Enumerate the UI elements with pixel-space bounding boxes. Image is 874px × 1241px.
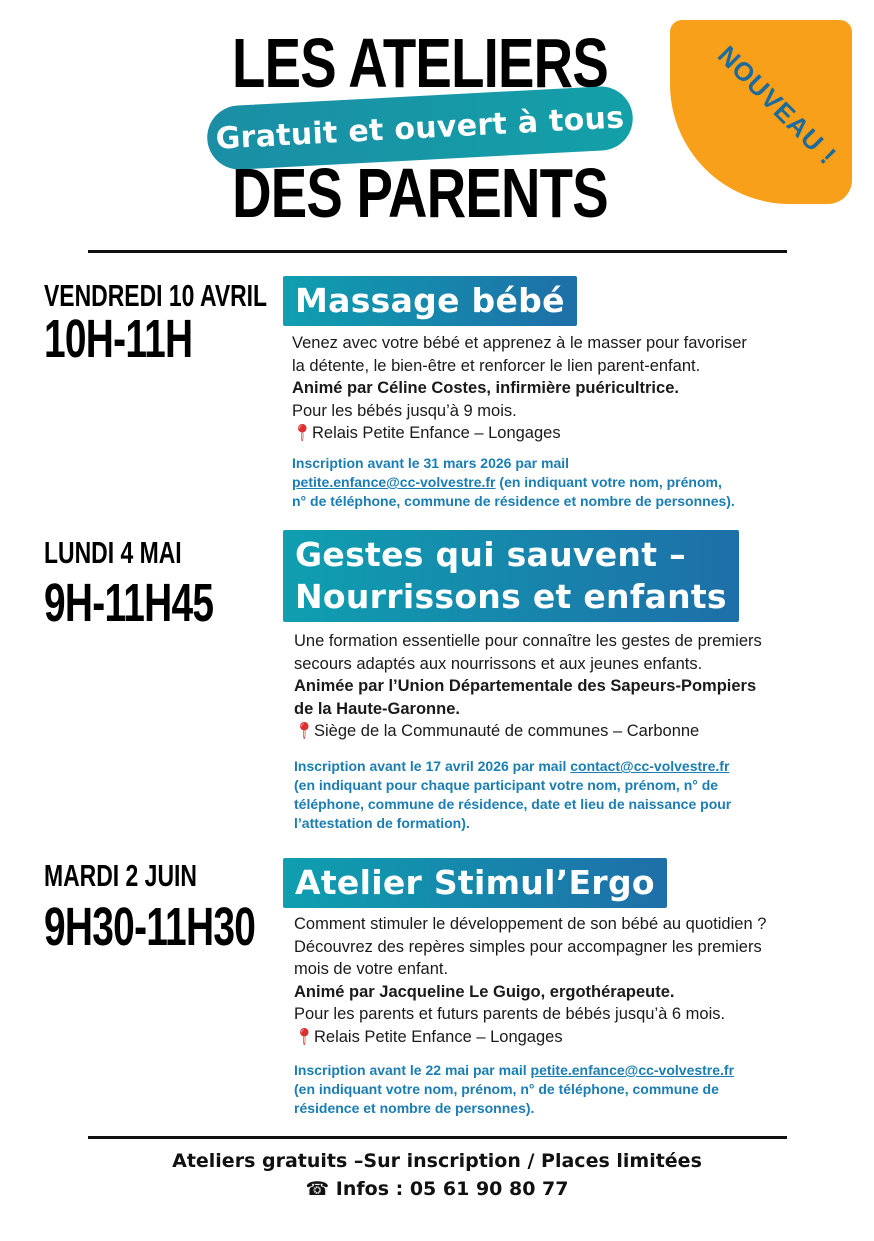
workshop-2-location (294, 720, 839, 743)
workshop-1-host: Animé par Céline Costes, infirmière puéricultrice. (292, 379, 679, 397)
location-pin-icon: 📍︎ (294, 1027, 315, 1046)
workshop-1-description (292, 332, 837, 445)
tagline-text: Gratuit et ouvert à tous (214, 99, 626, 157)
workshop-2-location-text: Siège de la Communauté de communes – Carbonne (314, 722, 700, 740)
workshop-3-description (294, 913, 839, 1048)
footer-info (0, 1178, 874, 1200)
workshop-2-day: LUNDI 4 MAI (44, 535, 182, 570)
workshop-1-desc-line: Venez avec votre bébé et apprenez à le masser pour favoriser (292, 334, 747, 352)
workshop-3-desc-line: Découvrez des repères simples pour accompagner les premiers (294, 937, 762, 956)
workshop-3-location (294, 1026, 839, 1049)
phone-icon: ☎ (305, 1178, 330, 1200)
footer-phone[interactable]: Infos : 05 61 90 80 77 (335, 1178, 569, 1200)
workshop-1-email-link[interactable]: petite.enfance@cc-volvestre.fr (292, 474, 496, 490)
workshop-2-title-line: Nourrissons et enfants (295, 577, 727, 616)
workshop-2-hours: 9H-11H45 (44, 573, 214, 633)
new-badge-text: NOUVEAU ! (711, 39, 843, 171)
workshop-3-insc-line: résidence et nombre de personnes). (294, 1100, 535, 1116)
workshop-2-insc-line: l’attestation de formation). (294, 815, 470, 831)
workshop-3-desc-line: mois de votre enfant. (294, 960, 449, 978)
workshop-1-title: Massage bébé (283, 276, 577, 326)
workshop-1-registration (292, 454, 832, 511)
workshop-2-insc-text: Inscription avant le 17 avril 2026 par mail (294, 758, 571, 774)
workshop-1-location (292, 422, 837, 445)
workshop-3-audience: Pour les parents et futurs parents de bébés jusqu’à 6 mois. (294, 1005, 726, 1023)
workshop-3-hours: 9H30-11H30 (44, 897, 256, 957)
workshop-1-insc-line (292, 473, 832, 492)
location-pin-icon: 📍︎ (294, 722, 315, 740)
top-divider (88, 250, 787, 253)
workshop-1-insc-line: n° de téléphone, commune de résidence et nombre de personnes). (292, 493, 735, 509)
workshop-1-insc-rest: (en indiquant votre nom, prénom, (495, 474, 722, 490)
workshop-3-desc-line: Comment stimuler le développement de son bébé au quotidien ? (294, 915, 767, 933)
workshop-3-title: Atelier Stimul’Ergo (283, 858, 667, 908)
workshop-3-registration (294, 1061, 834, 1118)
workshop-3-day: MARDI 2 JUIN (44, 858, 197, 893)
workshop-2-host: Animée par l’Union Départementale des Sapeurs-Pompiers (294, 677, 757, 695)
workshop-2-insc-line: (en indiquant pour chaque participant votre nom, prénom, n° de (294, 777, 719, 793)
workshop-2-host: de la Haute-Garonne. (294, 699, 460, 718)
workshop-2-insc-line: téléphone, commune de résidence, date et lieu de naissance pour (294, 796, 732, 812)
workshop-2-insc-line (294, 757, 834, 776)
workshop-2-desc-line: Une formation essentielle pour connaître les gestes de premiers (294, 632, 762, 650)
workshop-2-title (283, 530, 739, 622)
workshop-3-email-link[interactable]: petite.enfance@cc-volvestre.fr (530, 1062, 735, 1078)
workshop-1-hours: 10H-11H (44, 309, 193, 369)
workshop-2-desc-line: secours adaptés aux nourrissons et aux jeunes enfants. (294, 654, 703, 673)
workshop-2-description (294, 630, 839, 743)
workshop-3-insc-line (294, 1061, 834, 1080)
workshop-1-location-text: Relais Petite Enfance – Longages (312, 424, 561, 442)
workshop-3-location-text: Relais Petite Enfance – Longages (314, 1027, 563, 1046)
workshop-1-day: VENDREDI 10 AVRIL (44, 278, 268, 313)
location-pin-icon: 📍︎ (292, 424, 313, 442)
workshop-2-registration (294, 757, 834, 833)
title-line-1: LES ATELIERS (232, 24, 608, 102)
workshop-1-insc-line: Inscription avant le 31 mars 2026 par mail (292, 455, 570, 471)
workshop-1-desc-line: la détente, le bien-être et renforcer le lien parent-enfant. (292, 356, 701, 375)
workshop-3-insc-text: Inscription avant le 22 mai par mail (294, 1062, 531, 1078)
workshop-1-audience: Pour les bébés jusqu’à 9 mois. (292, 401, 517, 420)
title-line-2: DES PARENTS (232, 154, 608, 232)
bottom-divider (88, 1136, 787, 1139)
footer-summary: Ateliers gratuits –Sur inscription / Places limitées (172, 1150, 702, 1172)
workshop-2-email-link[interactable]: contact@cc-volvestre.fr (570, 758, 730, 774)
workshop-3-insc-line: (en indiquant votre nom, prénom, n° de téléphone, commune de (294, 1081, 719, 1097)
workshop-3-host: Animé par Jacqueline Le Guigo, ergothérapeute. (294, 982, 675, 1001)
workshop-2-title-line: Gestes qui sauvent – (295, 535, 686, 574)
